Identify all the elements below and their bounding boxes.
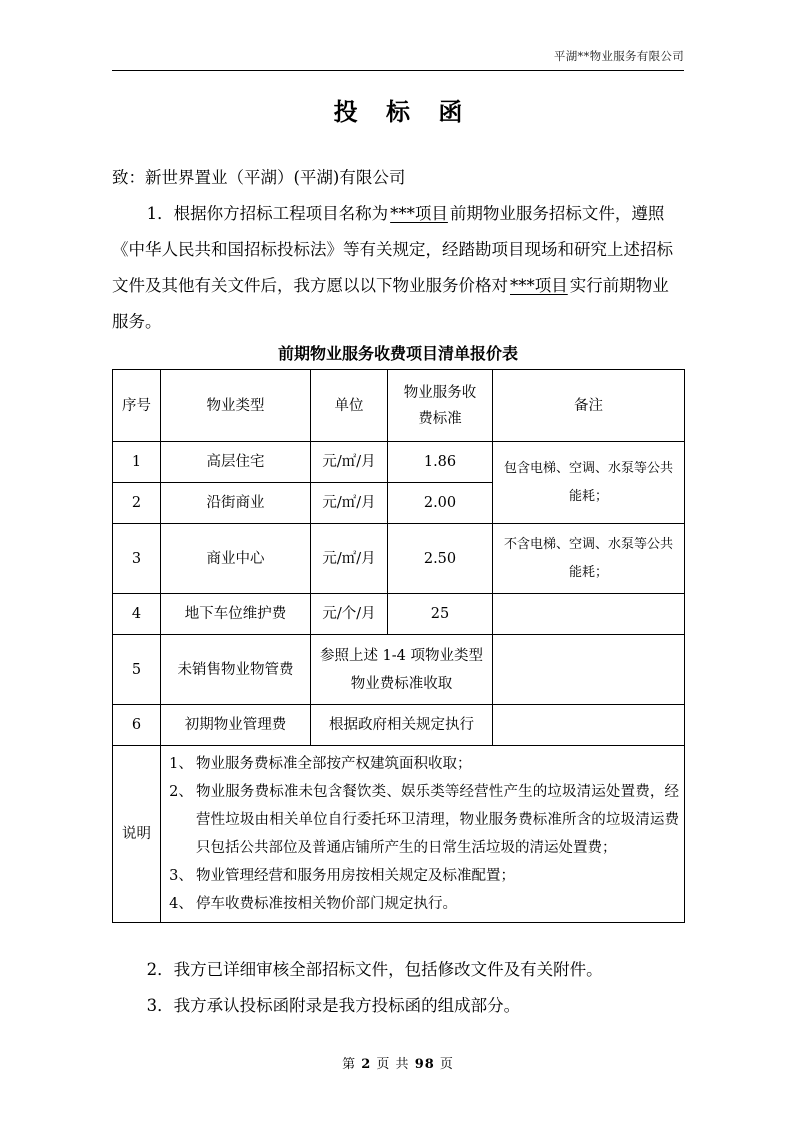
header-fee-line-1: 物业服务收 <box>403 384 477 401</box>
table-row <box>113 635 685 705</box>
row-4-fee: 25 <box>388 594 493 635</box>
row-5-note <box>493 635 685 705</box>
footer-suffix: 页 <box>439 1057 454 1072</box>
clause-2-paragraph: 2．我方已详细审核全部招标文件，包括修改文件及有关附件。 <box>146 960 603 979</box>
row-6-type: 初期物业管理费 <box>161 705 311 746</box>
document-title: 投 标 函 <box>333 98 473 126</box>
clause-3-paragraph: 3．我方承认投标函附录是我方投标函的组成部分。 <box>146 996 521 1015</box>
table-notes-row <box>113 746 685 923</box>
clause-1-prefix: 1．根据你方招标工程项目名称为 <box>146 204 389 223</box>
header-fee-line-2: 费标准 <box>418 410 462 427</box>
row-2-unit: 元/㎡/月 <box>311 483 388 524</box>
note-1-text: 物业服务费标准全部按产权建筑面积收取； <box>196 756 472 772</box>
row-4-unit: 元/个/月 <box>311 594 388 635</box>
note-3-number: 3、 <box>169 868 193 884</box>
list-item <box>166 778 679 862</box>
row-6-note <box>493 705 685 746</box>
row-5-merged-value: 参照上述 1-4 项物业类型物业费标准收取 <box>311 635 493 705</box>
project-name-blank-2: ***项目 <box>510 276 568 295</box>
table-header-row <box>113 370 685 442</box>
table-row <box>113 524 685 594</box>
addressee-line: 致：新世界置业（平湖）(平湖)有限公司 <box>112 168 406 187</box>
note-4-number: 4、 <box>169 896 193 912</box>
page-footer <box>112 1053 684 1072</box>
row-3-fee: 2.50 <box>388 524 493 594</box>
header-cell-fee <box>388 370 493 442</box>
notes-label-cell: 说明 <box>113 746 161 923</box>
table-row <box>113 705 685 746</box>
clause-1-suffix: 实行前期物业服务。 <box>112 276 669 331</box>
row-6-merged-value: 根据政府相关规定执行 <box>311 705 493 746</box>
row-2-fee: 2.00 <box>388 483 493 524</box>
header-cell-note: 备注 <box>493 370 685 442</box>
header-cell-no: 序号 <box>113 370 161 442</box>
header-cell-type: 物业类型 <box>161 370 311 442</box>
header-cell-unit: 单位 <box>311 370 388 442</box>
list-item <box>166 890 679 918</box>
row-1-type: 高层住宅 <box>161 442 311 483</box>
running-header-company: 平湖**物业服务有限公司 <box>553 49 684 63</box>
footer-prefix: 第 <box>342 1057 357 1072</box>
row-2-type: 沿街商业 <box>161 483 311 524</box>
clause-1-paragraph <box>112 196 684 340</box>
note-2-number: 2、 <box>169 784 193 800</box>
clause-1-middle: 前期物业服务招标文件，遵照《中华人民共和国招标投标法》等有关规定，经踏勘项目现场和研究上述招标文件及其他有关文件后，我方愿以以下物业服务价格对 <box>112 204 673 295</box>
row-4-no: 4 <box>113 594 161 635</box>
note-3-text: 物业管理经营和服务用房按相关规定及标准配置； <box>196 868 515 884</box>
row-4-type: 地下车位维护费 <box>161 594 311 635</box>
closing-text-block <box>112 952 684 1024</box>
row-4-note <box>493 594 685 635</box>
header-divider-rule <box>112 70 684 71</box>
row-6-no: 6 <box>113 705 161 746</box>
list-item <box>166 862 679 890</box>
row-1-no: 1 <box>113 442 161 483</box>
price-table-caption: 前期物业服务收费项目清单报价表 <box>277 344 518 363</box>
footer-current-page: 2 <box>361 1057 372 1072</box>
row-5-type: 未销售物业物管费 <box>161 635 311 705</box>
project-name-blank-1: ***项目 <box>390 204 448 223</box>
notes-body-cell <box>161 746 685 923</box>
row-3-no: 3 <box>113 524 161 594</box>
row-1-unit: 元/㎡/月 <box>311 442 388 483</box>
row-1-2-note: 包含电梯、空调、水泵等公共能耗； <box>493 442 685 524</box>
row-3-type: 商业中心 <box>161 524 311 594</box>
table-row <box>113 442 685 483</box>
row-2-no: 2 <box>113 483 161 524</box>
price-table <box>112 369 685 923</box>
table-row <box>113 594 685 635</box>
note-1-number: 1、 <box>169 756 193 772</box>
row-1-fee: 1.86 <box>388 442 493 483</box>
row-5-no: 5 <box>113 635 161 705</box>
body-text-block <box>112 160 684 340</box>
list-item <box>166 750 679 778</box>
row-3-note: 不含电梯、空调、水泵等公共能耗； <box>493 524 685 594</box>
note-2-text: 物业服务费标准未包含餐饮类、娱乐类等经营性产生的垃圾清运处置费，经营性垃圾由相关单位自行委托环卫清理，物业服务费标准所含的垃圾清运费只包括公共部位及普通店铺所产生的日常生活垃圾的清运处置费； <box>196 784 679 856</box>
row-3-unit: 元/㎡/月 <box>311 524 388 594</box>
footer-middle: 页 共 <box>376 1057 410 1072</box>
note-4-text: 停车收费标准按相关物价部门规定执行。 <box>196 896 457 912</box>
footer-total-pages: 98 <box>414 1057 435 1072</box>
